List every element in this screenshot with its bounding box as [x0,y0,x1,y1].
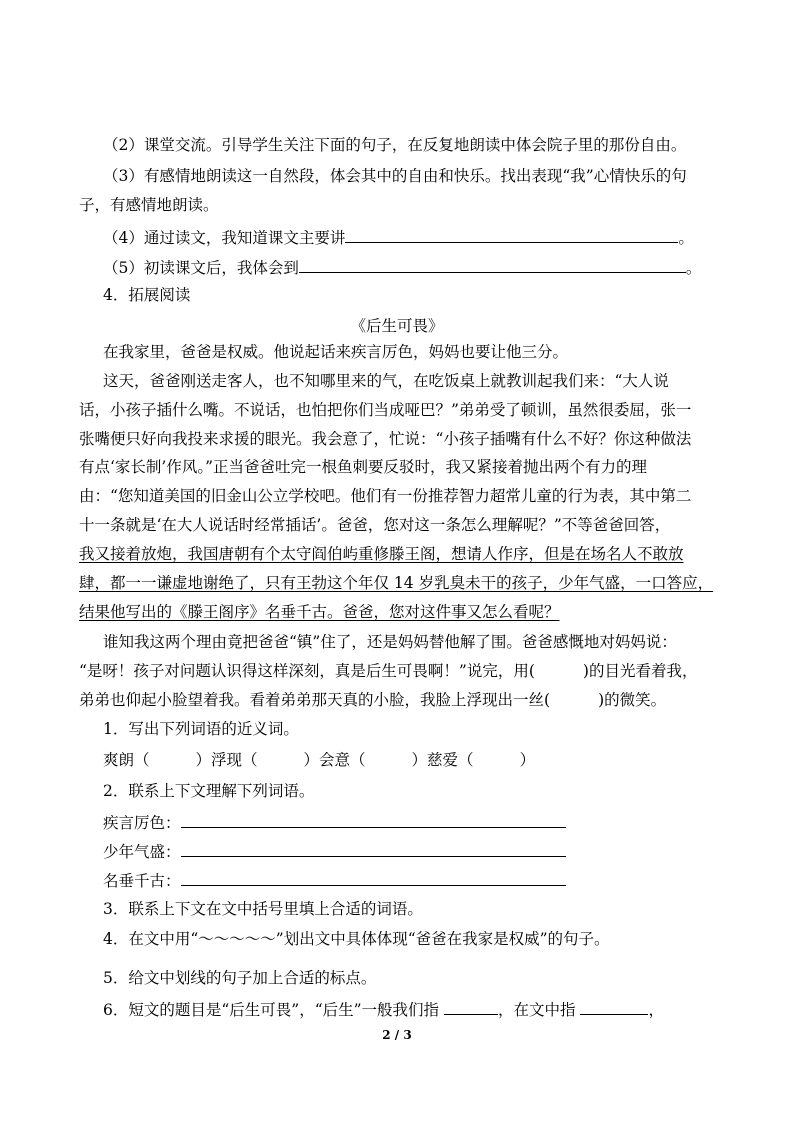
paragraph-line: 有点‘家长制’作风。”正当爸爸吐完一根鱼刺要反驳时，我又紧接着抛出两个有力的理 [79,458,648,476]
meaning-row [103,869,566,891]
question-2: 2．联系上下文理解下列词语。 [103,782,315,800]
text-line: （2）课堂交流。引导学生关注下面的句子，在反复地朗读中体会院子里的那份自由。 [103,136,687,154]
question-4: 4．在文中用“～～～～～”划出文中具体体现“爸爸在我家是权威”的句子。 [103,930,610,948]
word: ）慈爱（ [411,751,474,769]
answer-blank[interactable] [299,256,686,273]
question-1: 1．写出下列词语的近义词。 [103,720,299,738]
question-3: 3．联系上下文在文中括号里填上合适的词语。 [103,900,423,918]
meaning-row [103,840,566,862]
word: ） [519,751,536,769]
fill-line-5 [103,256,701,278]
answer-blank[interactable] [181,840,566,857]
answer-blank[interactable] [181,811,566,828]
text-line: 子，有感情地朗读。 [79,196,219,214]
term: 疾言厉色： [103,814,181,832]
paragraph-line: 话，小孩子插什么嘴。不说话，也怕把你们当成哑巴？”弟弟受了顿训，虽然很委屈，张一 [79,401,692,419]
passage-title: 《后生可畏》 [350,317,444,335]
paragraph-line: 十一条就是‘在大人说话时经常插话’。爸爸，您对这一条怎么理解呢？”不等爸爸回答， [79,516,671,534]
underlined-sentence: 肆，都一一谦虚地谢绝了，只有王勃这个年仅 14 岁乳臭未干的孩子，少年气盛，一口答应， [79,574,714,592]
text-line: （5）初读课文后，我体会到 [103,259,299,277]
question-5: 5．给文中划线的句子加上合适的标点。 [103,969,377,987]
paragraph-line: 由：“您知道美国的旧金山公立学校吧。他们有一份推荐智力超常儿童的行为表，其中第二 [79,487,692,505]
text-line: )的目光看着我， [582,662,698,680]
word: ）浮现（ [195,751,258,769]
paragraph-line [79,690,666,710]
text-line: 弟弟也仰起小脸望着我。看着弟弟那天真的小脸，我脸上浮现出一丝( [79,691,551,709]
underlined-sentence: 我又接着放炮，我国唐朝有个太守阎伯屿重修滕王阁，想请人作序，但是在场名人不敢放 [79,545,684,563]
underlined-sentence: 结果他写出的《滕王阁序》名垂千古。爸爸，您对这件事又怎么看呢？ [79,603,560,621]
answer-blank[interactable] [345,226,678,243]
answer-blank[interactable] [181,869,566,886]
text-line: ，在文中指 [498,1001,576,1019]
term: 名垂千古： [103,872,181,890]
paragraph-line: 在我家里，爸爸是权威。他说起话来疾言厉色，妈妈也要让他三分。 [103,343,569,361]
word: ）会意（ [303,751,366,769]
text-line: 。 [678,229,694,247]
page-number: 2 / 3 [382,1028,412,1042]
answer-blank[interactable] [444,998,498,1015]
text-line: “是呀！孩子对问题认识得这样深刻，真是后生可畏啊！”说完，用( [79,662,535,680]
word: 爽朗（ [103,751,150,769]
text-line: （4）通过读文，我知道课文主要讲 [103,229,346,247]
section-heading: 4．拓展阅读 [103,286,191,304]
meaning-row [103,811,566,833]
text-line: ， [648,1001,664,1019]
paragraph-line: 这天，爸爸刚送走客人，也不知哪里来的气，在吃饭桌上就教训起我们来：“大人说 [103,372,669,390]
text-line: 。 [685,259,702,277]
text-line: 6．短文的题目是“后生可畏”，“后生”一般我们指 [103,1001,440,1019]
text-line: （3）有感情地朗读这一自然段，体会其中的自由和快乐。找出表现“我”心情快乐的句 [103,167,687,185]
question-6 [103,998,664,1020]
term: 少年气盛： [103,843,181,861]
fill-line-4 [103,226,694,248]
paragraph-line [79,661,697,681]
paragraph-line: 张嘴便只好向我投来求援的眼光。我会意了，忙说：“小孩子插嘴有什么不好？你这种做法 [79,430,692,448]
text-line: )的微笑。 [598,691,667,709]
answer-blank[interactable] [580,998,648,1015]
paragraph-line: 谁知我这两个理由竟把爸爸“镇”住了，还是妈妈替他解了围。爸爸感慨地对妈妈说： [103,633,677,651]
synonym-row [103,750,535,770]
